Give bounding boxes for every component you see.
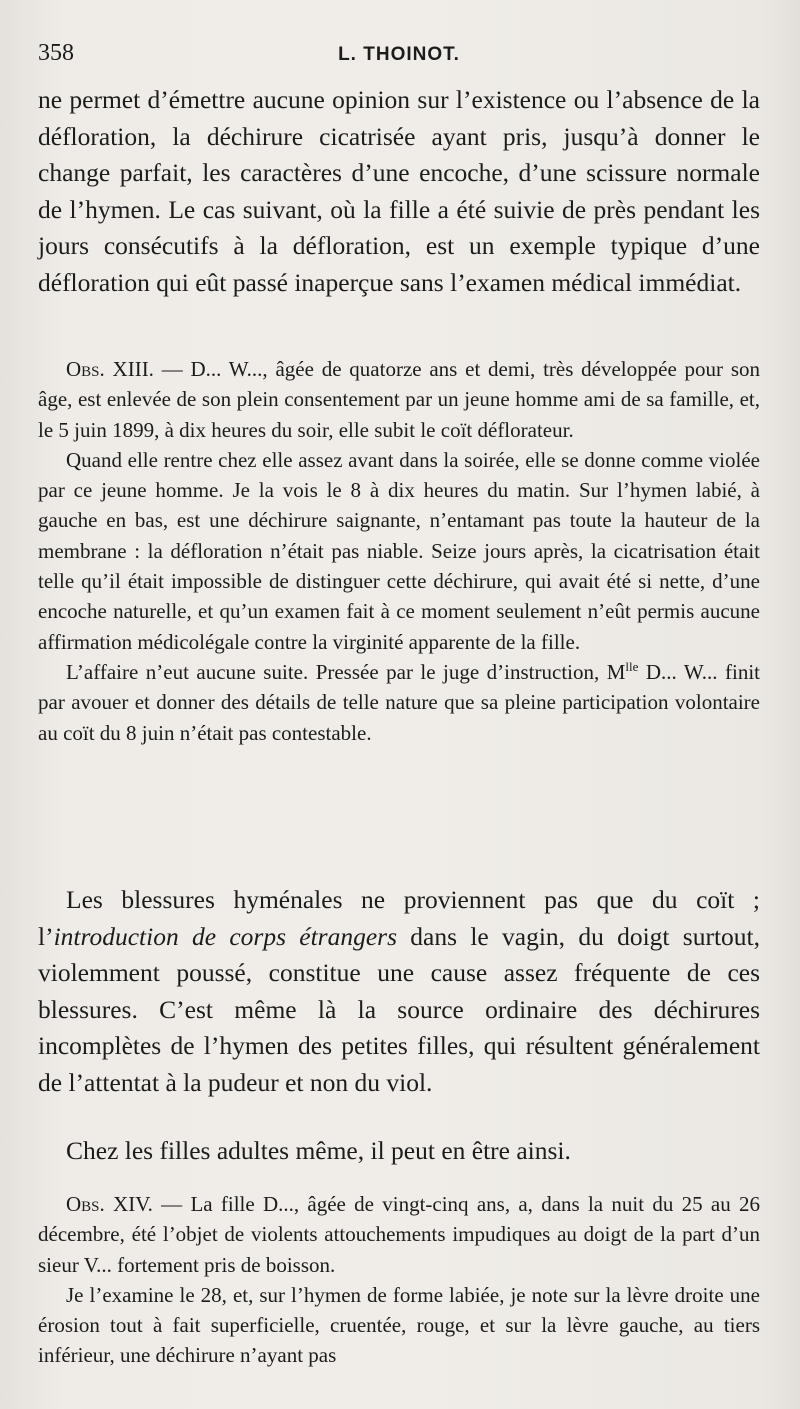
observation-text: — La fille D..., âgée de vingt-cinq ans, a, dans la nuit du 25 au 26 décembre, été l’objet de violents attouchements impudiques au doigt de la part d’un sieur V... fortement pris de boisson. (38, 1192, 760, 1277)
observation-text: L’affaire n’eut aucune suite. Pressée par le juge d’instruction, M (66, 659, 626, 684)
observation-xiii-paragraph-1 (38, 354, 760, 445)
paragraph-text (38, 882, 760, 1102)
observation-xiii-paragraph-3 (38, 657, 760, 748)
observation-xiii (38, 354, 760, 748)
observation-xiv-paragraph-2: Je l’examine le 28, et, sur l’hymen de forme labiée, je note sur la lèvre droite une érosion tout à fait superficielle, cruentée, rouge, et sur la lèvre gauche, au tiers inférieur, une déchirure n’ayant pas (38, 1282, 760, 1368)
paragraph-text: Chez les filles adultes même, il peut en être ainsi. (66, 1136, 571, 1165)
page-number: 358 (38, 40, 74, 66)
running-head: L. THOINOT. (338, 44, 460, 65)
page-header (38, 40, 760, 74)
paragraph-foreign-bodies (38, 882, 760, 1102)
observation-xiv (38, 1189, 760, 1371)
observation-xiii-paragraph-2: Quand elle rentre chez elle assez avant dans la soirée, elle se donne comme violée par ce jeune homme. Je la vois le 8 à dix heures du matin. Sur l’hymen labié, à gauche en bas, est une déchirure saignante, n’entamant pas toute la hauteur de la membrane : la défloration n’était pas niable. Seize jours après, la cicatrisation était telle qu’il était impossible de distinguer cette déchirure, qui avait été si nette, d’une encoche naturelle, et qu’un examen fait à ce moment seulement n’eût permis aucune affirmation médicolégale contre la virginité apparente de la fille. (38, 447, 760, 654)
paragraph-text-rest: dans le vagin, du doigt surtout, violemment poussé, constitue une cause assez fréquente de ces blessures. C’est même là la source ordinaire des déchirures incomplètes de l’hymen des petites filles, qui résultent généralement de l’attentat à la pudeur et non du viol. (38, 921, 760, 1097)
paragraph-adult-girls (38, 1133, 760, 1170)
paragraph-defloration-intro (38, 82, 760, 302)
paragraph-text-start: Les blessures hyménales ne proviennent pas que du coït ; l’ (38, 885, 760, 951)
observation-label: Obs. XIV. (66, 1192, 153, 1216)
paragraph-text: ne permet d’émettre aucune opinion sur l’existence ou l’absence de la défloration, la déchirure cicatrisée ayant pris, jusqu’à donner le change parfait, les caractères d’une encoche, d’une scissure normale de l’hymen. Le cas suivant, où la fille a été suivie de près pendant les jours consécutifs à la défloration, est un exemple typique d’une défloration qui eût passé inaperçue sans l’examen médical immédiat. (38, 85, 760, 297)
observation-text: D... W... finit par avouer et donner des détails de telle nature que sa pleine participation volontaire au coït du 8 juin n’était pas contestable. (38, 659, 760, 745)
observation-xiv-paragraph-1 (38, 1189, 760, 1280)
observation-text: — D... W..., âgée de quatorze ans et demi, très développée pour son âge, est enlevée de son plein consentement par un jeune homme ami de sa famille, et, le 5 juin 1899, à dix heures du soir, elle subit le coït déflorateur. (38, 357, 760, 442)
italic-phrase: introduction de corps étrangers (53, 921, 398, 951)
observation-label: Obs. XIII. (66, 357, 154, 381)
superscript-lle: lle (625, 658, 639, 674)
